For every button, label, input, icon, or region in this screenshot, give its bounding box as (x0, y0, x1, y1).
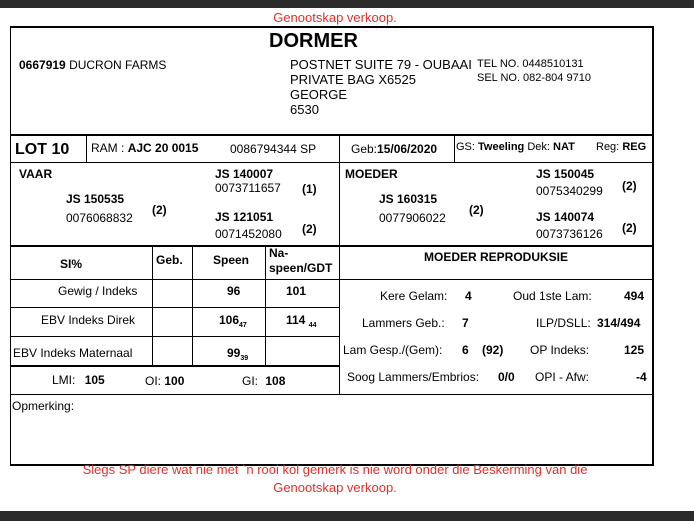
oi-value: 100 (164, 374, 185, 388)
dam-sire-id: JS 150045 (536, 167, 595, 181)
sire-dam-count: (2) (302, 222, 317, 236)
gs-value: Tweeling (478, 141, 525, 153)
row-direk-speen (219, 313, 247, 329)
footer-notice-line1: Slegs SP diere wat nie met `n rooi kol gemerk is nie word onder die Beskerming van die (82, 462, 588, 477)
row-maternaal-speen (227, 346, 248, 362)
sel-number: SEL NO. 082-804 9710 (477, 72, 591, 84)
address-line-1: POSTNET SUITE 79 - OUBAAI (290, 57, 472, 72)
dek-label: Dek: (527, 141, 550, 153)
ram-number-line (230, 142, 316, 156)
moeder-label: MOEDER (345, 167, 398, 181)
oud-lam-value: 494 (624, 289, 645, 303)
owner-id: 0667919 (19, 58, 66, 72)
ilp-value: 314/494 (597, 316, 641, 330)
address-line-4: 6530 (290, 102, 319, 117)
kere-gelam-value: 4 (465, 289, 472, 303)
address-line-3: GEORGE (290, 87, 348, 102)
dam-count: (2) (469, 203, 484, 217)
row-gewig-naspeen: 101 (286, 284, 307, 298)
header-notice: Genootskap verkoop. (273, 10, 397, 25)
sire-sire-number: 0073711657 (215, 181, 281, 195)
lam-gesp-value: 6 (462, 343, 469, 357)
lammers-geb-label: Lammers Geb.: (362, 316, 445, 330)
reproduction-title: MOEDER REPRODUKSIE (423, 250, 569, 264)
gs-label: GS: (456, 141, 475, 153)
row-direk-label: EBV Indeks Direk (41, 313, 136, 327)
ilp-label: ILP/DSLL: (536, 316, 591, 330)
geb-header: Geb. (156, 253, 183, 267)
ram-label: RAM : (91, 141, 125, 155)
ram-id: AJC 20 0015 (127, 141, 199, 155)
reg-line (596, 141, 646, 153)
naspeen-header-line2: speen/GDT (269, 261, 333, 275)
row-direk-naspeen (286, 313, 317, 329)
row-maternaal-speen-sub: 39 (240, 355, 249, 362)
gi-value: 108 (265, 374, 286, 388)
dam-sire-number: 0075340299 (536, 184, 603, 198)
contact-block (477, 57, 591, 85)
reg-value: REG (622, 141, 647, 153)
reg-label: Reg: (596, 141, 620, 153)
oud-lam-label: Oud 1ste Lam: (513, 289, 592, 303)
kere-gelam-label: Kere Gelam: (380, 289, 448, 303)
row-direk-naspeen-value: 114 (286, 313, 306, 327)
oi-line (145, 374, 184, 388)
soog-value: 0/0 (498, 370, 515, 384)
si-header: SI% (60, 257, 83, 271)
dam-number: 0077906022 (379, 211, 446, 225)
op-indeks-value: 125 (624, 343, 645, 357)
lot-number: LOT 10 (15, 141, 70, 158)
ram-status: SP (300, 142, 317, 156)
geb-date: 15/06/2020 (377, 142, 438, 156)
lmi-label: LMI: (52, 373, 76, 387)
ram-line (91, 141, 198, 155)
row-direk-naspeen-sub: 44 (308, 322, 317, 329)
dam-sire-count: (2) (622, 179, 637, 193)
sire-number: 0076068832 (66, 211, 133, 225)
sire-sire-count: (1) (302, 182, 317, 196)
sire-sire-id: JS 140007 (215, 167, 274, 181)
dam-id: JS 160315 (379, 192, 438, 206)
address-block (290, 57, 472, 117)
speen-header: Speen (213, 253, 250, 267)
ram-number: 0086794344 (230, 142, 297, 156)
footer-notice-line2: Genootskap verkoop. (273, 480, 397, 495)
opi-label: OPI - Afw: (535, 370, 590, 384)
op-indeks-label: OP Indeks: (530, 343, 590, 357)
bottom-bar (0, 511, 694, 521)
dek-value: NAT (553, 141, 575, 153)
sire-count: (2) (152, 203, 167, 217)
oi-label: OI: (145, 374, 162, 388)
row-direk-speen-value: 106 (219, 313, 240, 327)
owner-line (19, 58, 166, 72)
dam-dam-id: JS 140074 (536, 210, 595, 224)
owner-name: DUCRON FARMS (69, 58, 167, 72)
address-line-2: PRIVATE BAG X6525 (290, 72, 416, 87)
lam-gesp-label: Lam Gesp./(Gem): (343, 343, 443, 357)
birth-date-line (351, 142, 437, 156)
top-bar (0, 0, 694, 8)
lammers-geb-value: 7 (462, 316, 469, 330)
gs-line (456, 141, 575, 153)
tel-number: TEL NO. 0448510131 (477, 58, 584, 70)
row-direk-speen-sub: 47 (239, 322, 247, 329)
gi-line (242, 374, 285, 388)
lam-gesp-gem: (92) (482, 343, 504, 357)
row-gewig-speen: 96 (227, 284, 241, 298)
lmi-line (52, 373, 105, 387)
geb-label: Geb: (351, 142, 378, 156)
dam-dam-number: 0073736126 (536, 227, 603, 241)
sire-dam-number: 0071452080 (215, 227, 282, 241)
breeder-title: DORMER (269, 30, 358, 52)
opi-value: -4 (636, 370, 647, 384)
sire-id: JS 150535 (66, 192, 125, 206)
remarks-label: Opmerking: (12, 399, 75, 413)
vaar-label: VAAR (19, 167, 53, 181)
row-gewig-label: Gewig / Indeks (58, 284, 138, 298)
soog-label: Soog Lammers/Embrios: (347, 370, 480, 384)
row-maternaal-label: EBV Indeks Maternaal (13, 346, 133, 360)
dam-dam-count: (2) (622, 221, 637, 235)
naspeen-header (269, 246, 332, 276)
sire-dam-id: JS 121051 (215, 210, 274, 224)
naspeen-header-line1: Na- (269, 246, 289, 260)
lmi-value: 105 (84, 373, 105, 387)
gi-label: GI: (242, 374, 259, 388)
divider-lot (10, 134, 653, 136)
row-maternaal-speen-value: 99 (227, 346, 241, 360)
